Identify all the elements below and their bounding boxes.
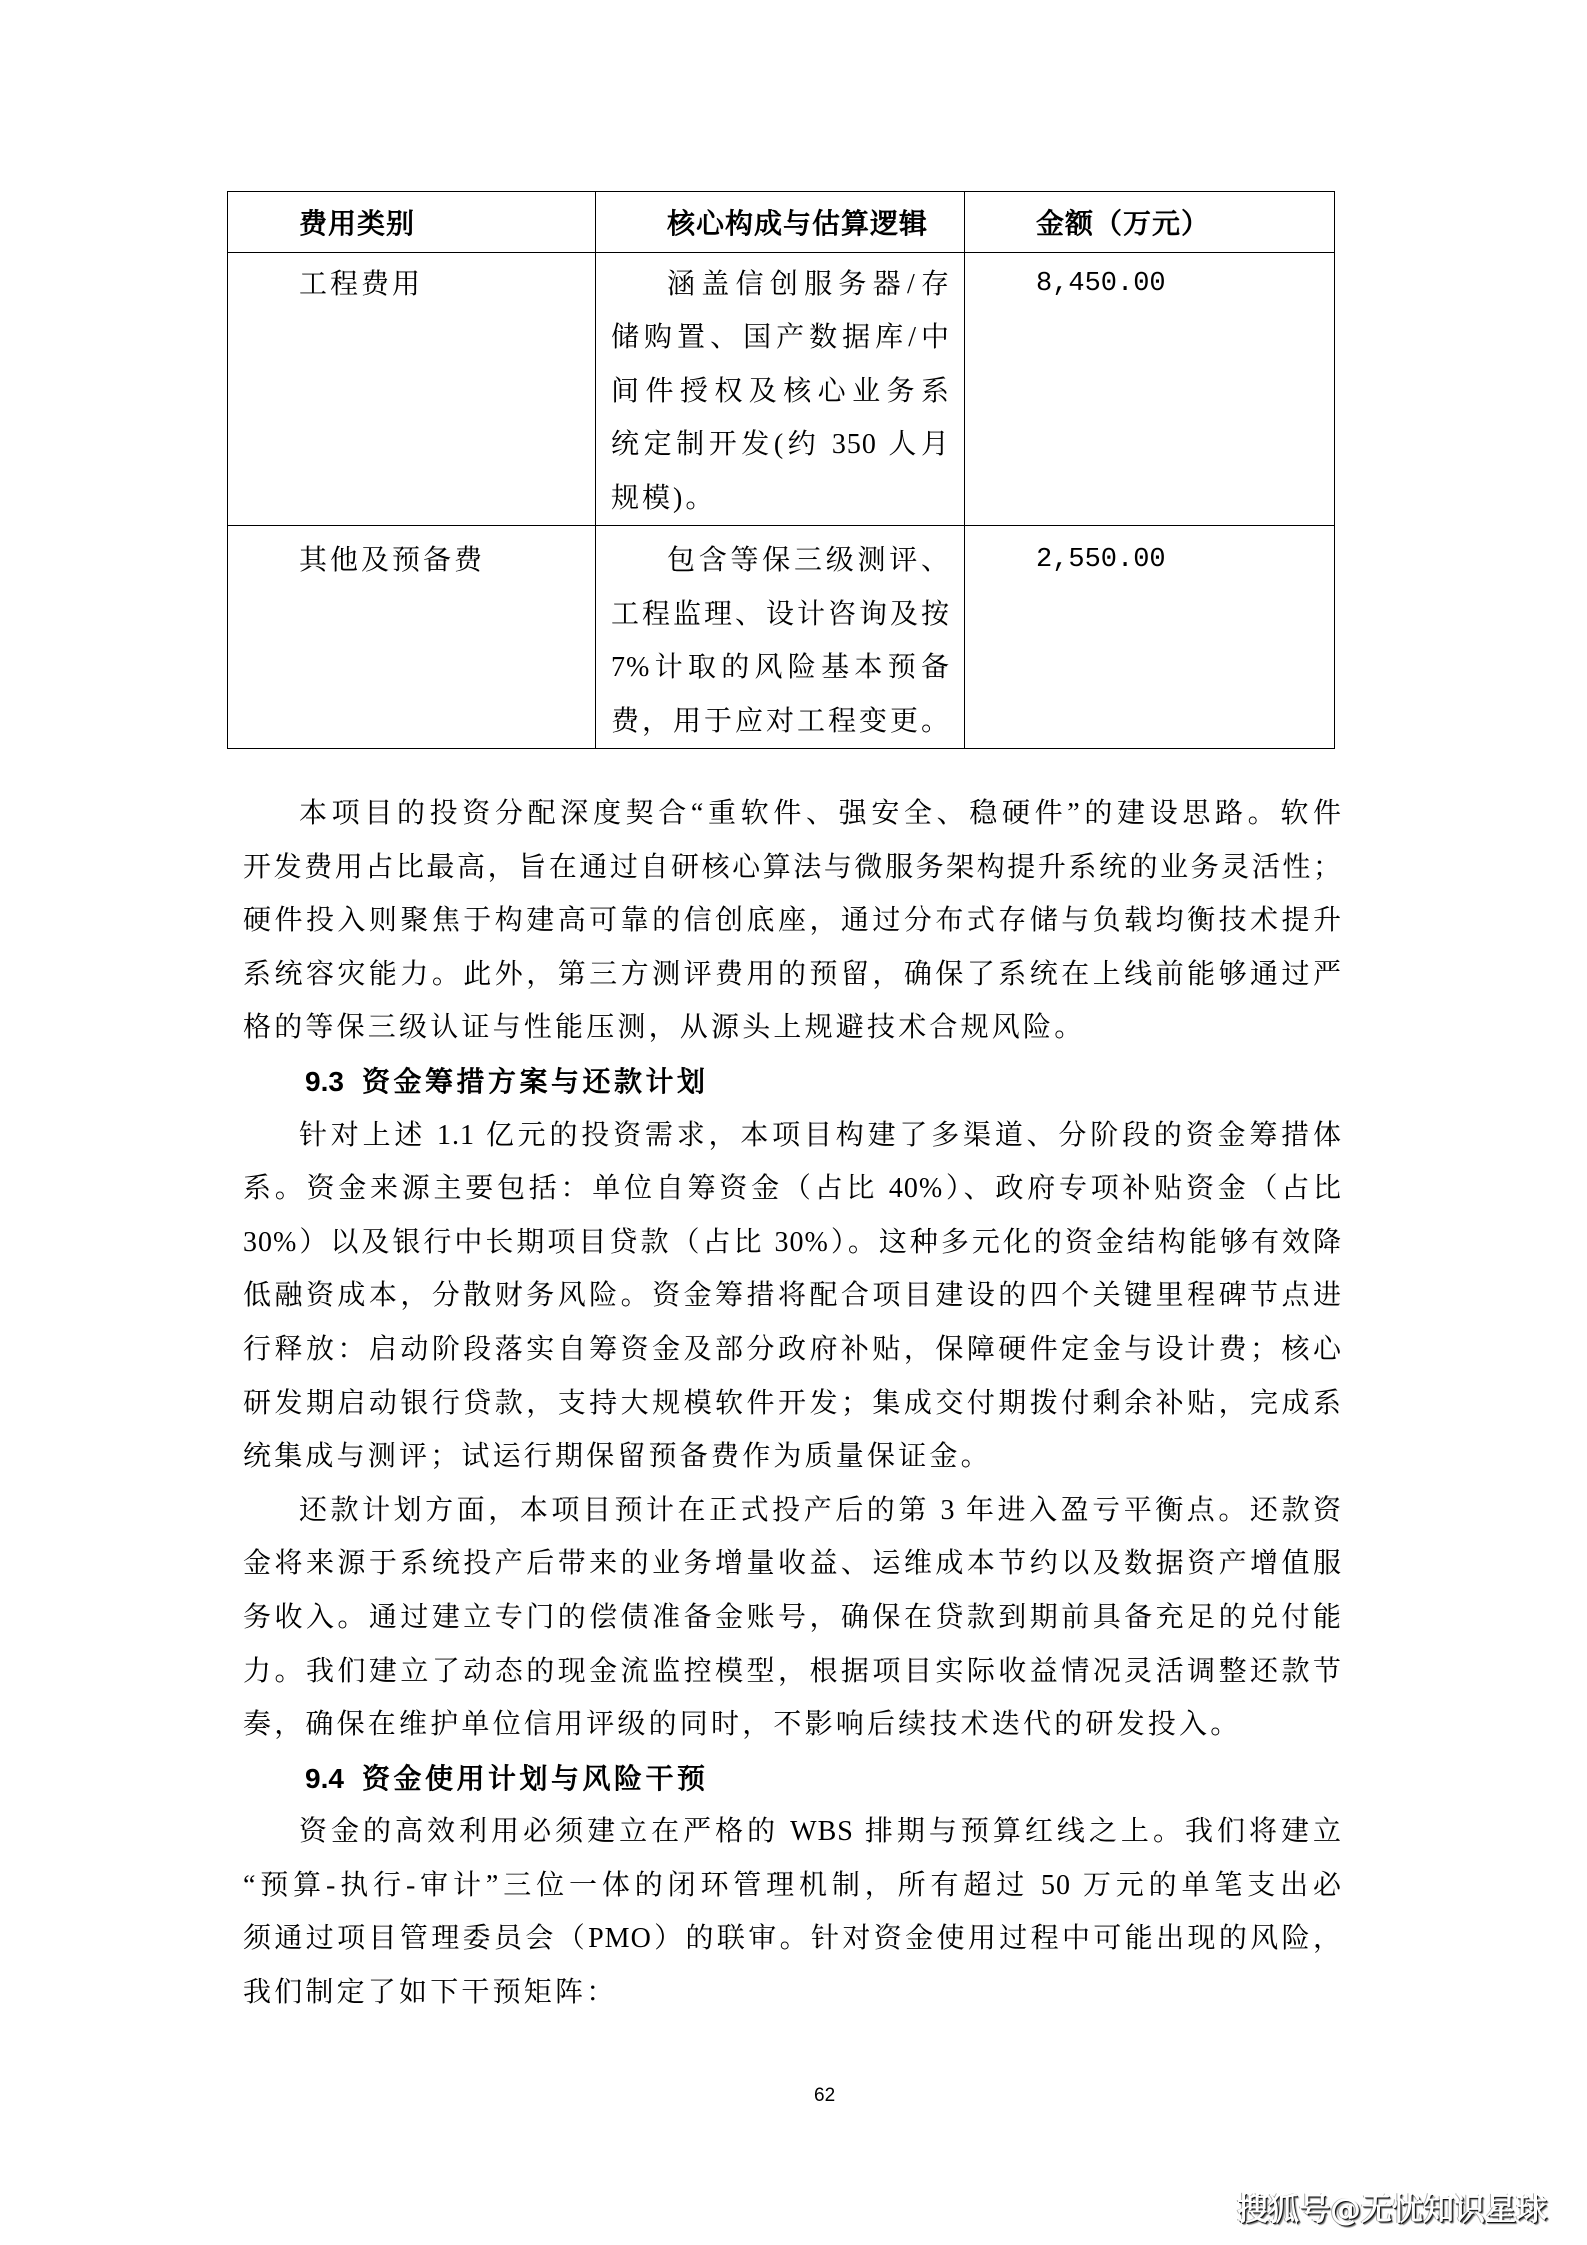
text-line: 统集成与测评；试运行期保留预备费作为质量保证金。 [243, 1441, 992, 1473]
text-line: 我们制定了如下干预矩阵： [243, 1977, 618, 2009]
body-text [243, 787, 1342, 2020]
section-title: 资金筹措方案与还款计划 [361, 1066, 709, 1098]
section-number: 9.4 [305, 1762, 344, 1794]
logic-line: 涵盖信创服务器/存 [667, 268, 950, 300]
header-cell-category [228, 192, 596, 253]
table-row [228, 252, 1335, 526]
cell-amount [965, 526, 1335, 749]
table-header-row [228, 192, 1335, 253]
page-number: 62 [814, 2085, 836, 2106]
section-title: 资金使用计划与风险干预 [361, 1763, 709, 1795]
cell-logic [596, 526, 965, 749]
logic-line: 包含等保三级测评、 [667, 545, 950, 576]
cell-category [228, 526, 596, 749]
text-line: 奏，确保在维护单位信用评级的同时，不影响后续技术迭代的研发投入。 [243, 1709, 1242, 1741]
section-heading-9-4 [243, 1752, 1342, 1806]
logic-line: 工程监理、设计咨询及按 [611, 598, 950, 630]
table-row [228, 526, 1335, 749]
category-text: 工程费用 [299, 268, 424, 300]
cost-table [227, 191, 1335, 749]
text-line: 资金的高效利用必须建立在严格的 WBS 排期与预算红线之上。我们将建立 [299, 1816, 1342, 1848]
text-line: 低融资成本，分散财务风险。资金筹措将配合项目建设的四个关键里程碑节点进 [243, 1280, 1342, 1312]
text-line: 研发期启动银行贷款，支持大规模软件开发；集成交付期拨付剩余补贴，完成系 [243, 1387, 1342, 1419]
amount-value: 8,450.00 [1036, 268, 1166, 299]
header-amount-label: 金额（万元） [1036, 209, 1211, 240]
header-logic-label: 核心构成与估算逻辑 [667, 209, 929, 240]
header-cell-logic [596, 192, 965, 253]
logic-line: 规模)。 [611, 482, 717, 514]
text-line: 还款计划方面，本项目预计在正式投产后的第 3 年进入盈亏平衡点。还款资 [299, 1494, 1342, 1526]
text-line: 行释放：启动阶段落实自筹资金及部分政府补贴，保障硬件定金与设计费；核心 [243, 1333, 1342, 1365]
text-line: 30%）以及银行中长期项目贷款（占比 30%）。这种多元化的资金结构能够有效降 [243, 1226, 1342, 1258]
logic-line: 统定制开发(约 350 人月 [611, 429, 950, 460]
logic-line: 间件授权及核心业务系 [611, 375, 950, 407]
logic-line: 7%计取的风险基本预备 [611, 652, 950, 683]
text-line: 硬件投入则聚焦于构建高可靠的信创底座，通过分布式存储与负载均衡技术提升 [243, 905, 1342, 937]
paragraph-repayment-plan [243, 1484, 1342, 1752]
header-category-label: 费用类别 [299, 209, 416, 240]
logic-line: 费，用于应对工程变更。 [611, 705, 950, 737]
paragraph-fund-usage [243, 1805, 1342, 2019]
amount-value: 2,550.00 [1036, 545, 1166, 575]
cell-amount [965, 252, 1335, 526]
text-line: 系。资金来源主要包括：单位自筹资金（占比 40%）、政府专项补贴资金（占比 [243, 1173, 1342, 1205]
cell-logic [596, 252, 965, 526]
text-line: 本项目的投资分配深度契合“重软件、强安全、稳硬件”的建设思路。软件 [299, 798, 1342, 829]
text-line: 针对上述 1.1 亿元的投资需求，本项目构建了多渠道、分阶段的资金筹措体 [299, 1119, 1342, 1151]
text-line: “预算-执行-审计”三位一体的闭环管理机制，所有超过 50 万元的单笔支出必 [243, 1869, 1342, 1901]
paragraph-funding-sources [243, 1109, 1342, 1484]
text-line: 系统容灾能力。此外，第三方测评费用的预留，确保了系统在上线前能够通过严 [243, 958, 1342, 990]
category-text: 其他及预备费 [299, 545, 486, 576]
watermark: 搜狐号@无忧知识星球 [1237, 2192, 1547, 2228]
paragraph-investment-allocation [243, 787, 1342, 1055]
cell-category [228, 252, 596, 526]
text-line: 须通过项目管理委员会（PMO）的联审。针对资金使用过程中可能出现的风险， [243, 1923, 1342, 1955]
header-cell-amount [965, 192, 1335, 253]
logic-line: 储购置、国产数据库/中 [611, 322, 950, 353]
text-line: 务收入。通过建立专门的偿债准备金账号，确保在贷款到期前具备充足的兑付能 [243, 1601, 1342, 1633]
section-heading-9-3 [243, 1055, 1342, 1109]
section-number: 9.3 [305, 1065, 344, 1097]
text-line: 力。我们建立了动态的现金流监控模型，根据项目实际收益情况灵活调整还款节 [243, 1655, 1342, 1687]
text-line: 开发费用占比最高，旨在通过自研核心算法与微服务架构提升系统的业务灵活性； [243, 851, 1342, 883]
text-line: 金将来源于系统投产后带来的业务增量收益、运维成本节约以及数据资产增值服 [243, 1548, 1342, 1580]
text-line: 格的等保三级认证与性能压测，从源头上规避技术合规风险。 [243, 1012, 1086, 1044]
